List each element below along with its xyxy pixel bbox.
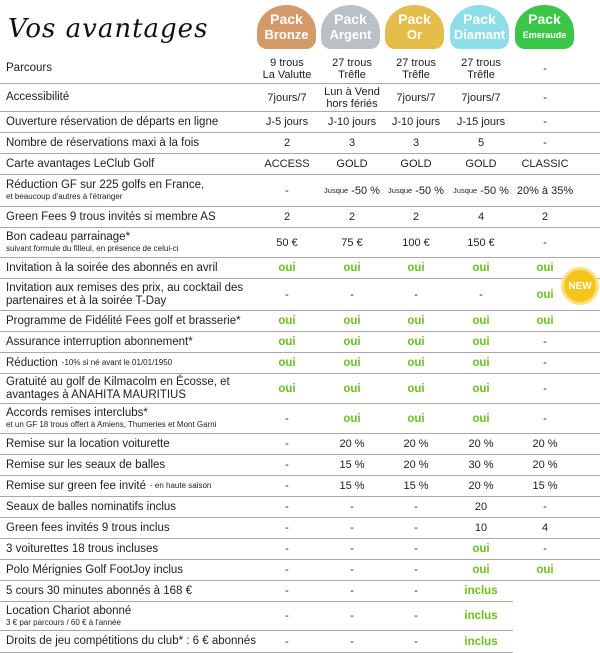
cell-emeraude: - — [543, 501, 547, 513]
cell-diamant: inclus — [464, 635, 498, 648]
cell-diamant: oui — [472, 315, 490, 327]
cell-argent: - — [350, 501, 354, 513]
pack-label: Pack — [528, 11, 561, 27]
row-label-text: Invitation aux remises des prix, au cocktail des partenaires et à la soirée T-Day — [6, 281, 244, 307]
pack-name: Diamant — [453, 27, 506, 42]
cell-argent: oui — [343, 382, 361, 395]
cell-prefix: Jusque — [453, 185, 478, 195]
cell-bronze: J-5 jours — [265, 116, 309, 128]
cell-emeraude: - — [543, 116, 547, 128]
pack-label: Pack — [334, 11, 367, 27]
row-label — [6, 631, 256, 652]
row-label-note: - en haute saison — [149, 481, 212, 490]
cell-argent: - — [350, 564, 354, 576]
table-row — [0, 539, 600, 560]
row-label-note: -10% si né avant le 01/01/1950 — [61, 358, 173, 367]
table-row — [0, 207, 600, 228]
cell-argent: 15 % — [339, 459, 365, 471]
row-label-text: Programme de Fidélité Fees golf et brasserie* — [6, 314, 241, 327]
cell-diamant: 4 — [477, 211, 485, 223]
cell-or: GOLD — [400, 158, 432, 170]
row-label — [6, 518, 256, 538]
cell-emeraude: 20 % — [532, 459, 558, 471]
cell-bronze: 2 — [283, 211, 291, 223]
row-label-text: 3 voiturettes 18 trous incluses — [6, 542, 159, 555]
row-label-text: Invitation à la soirée des abonnés en avril — [6, 261, 218, 274]
cell-diamant: oui — [472, 262, 490, 274]
row-label — [6, 332, 256, 352]
cell-diamant: 5 — [477, 137, 485, 149]
pack-label: Pack — [270, 11, 303, 27]
cell-bronze: 2 — [283, 137, 291, 149]
table-row — [0, 258, 600, 279]
cell-emeraude: oui — [536, 315, 554, 327]
cell-emeraude: 15 % — [532, 480, 558, 492]
cell-bronze: - — [285, 480, 289, 492]
row-label-text: Gratuité au golf de Kilmacolm en Écosse, et avantages à ANAHITA MAURITIUS — [6, 375, 230, 401]
cell-argent: 27 trous Trêfle — [332, 56, 372, 81]
cell-or: - — [414, 501, 418, 513]
cell-or: oui — [407, 262, 425, 274]
row-label — [6, 311, 256, 331]
cell-bronze: - — [285, 459, 289, 471]
cell-diamant: 7jours/7 — [461, 91, 501, 104]
cell-or: - — [414, 610, 418, 622]
cell-emeraude: oui — [536, 288, 554, 301]
cell-bronze: - — [285, 501, 289, 513]
cell-diamant: 20 — [474, 501, 488, 513]
row-label-note: 3 € par parcours / 60 € à l'année — [6, 617, 121, 627]
table-row — [0, 434, 600, 455]
cell-bronze: - — [285, 635, 289, 648]
cell-argent: - — [350, 635, 354, 648]
row-label — [6, 434, 256, 454]
cell-bronze: oui — [278, 382, 296, 395]
cell-argent: oui — [343, 357, 361, 369]
cell-argent: - — [350, 610, 354, 622]
table-row — [0, 404, 600, 434]
row-label — [6, 404, 256, 433]
cell-or: - — [414, 585, 418, 597]
row-label-text: Location Chariot abonné — [6, 604, 132, 617]
cell-emeraude: 20% à 35% — [516, 184, 574, 197]
cell-or: 3 — [412, 137, 420, 149]
cell-bronze: oui — [278, 315, 296, 327]
pack-name: Or — [406, 27, 423, 42]
row-label — [6, 539, 256, 559]
row-label-note: et beaucoup d'autres à l'étranger — [6, 192, 123, 201]
cell-argent: J-10 jours — [327, 116, 377, 128]
cell-emeraude: - — [543, 357, 547, 369]
cell-diamant — [450, 175, 512, 206]
cell-diamant: oui — [472, 564, 490, 576]
cell-bronze: - — [285, 543, 289, 555]
cell-or: - — [414, 543, 418, 555]
new-badge: NEW — [564, 270, 596, 302]
row-label-note: suivant formule du filleul, en présence de celui-ci — [6, 244, 179, 253]
table-row — [0, 631, 513, 653]
cell-bronze: 50 € — [276, 236, 298, 249]
cell-diamant: oui — [472, 543, 490, 555]
cell-emeraude: - — [543, 412, 547, 425]
cell-or: 20 % — [403, 438, 429, 450]
cell-prefix: Jusque — [388, 185, 413, 195]
cell-argent: Lun à Vend hors fériés — [324, 85, 380, 110]
row-label-text: Green fees invités 9 trous inclus — [6, 521, 170, 534]
table-row — [0, 311, 600, 332]
cell-emeraude: - — [543, 137, 547, 149]
cell-value: -50 % — [415, 184, 444, 197]
cell-diamant: oui — [472, 357, 490, 369]
table-row — [0, 279, 600, 311]
cell-bronze: 9 trous La Valutte — [262, 56, 312, 81]
cell-or: oui — [407, 382, 425, 395]
row-label — [6, 497, 256, 517]
cell-diamant: inclus — [464, 585, 498, 597]
table-row — [0, 497, 600, 518]
row-label — [6, 353, 256, 373]
cell-or: oui — [407, 357, 425, 369]
pack-name: Argent — [329, 27, 372, 42]
cell-emeraude: CLASSIC — [521, 158, 569, 170]
cell-bronze: - — [285, 522, 289, 534]
table-row — [0, 133, 600, 154]
cell-emeraude: - — [543, 382, 547, 395]
cell-or: 27 trous Trêfle — [396, 56, 436, 81]
row-label-text: Bon cadeau parrainage* — [6, 231, 131, 243]
row-label — [6, 175, 256, 206]
cell-diamant: inclus — [464, 610, 498, 622]
cell-argent: oui — [343, 315, 361, 327]
cell-emeraude: oui — [536, 564, 554, 576]
row-label-text: Seaux de balles nominatifs inclus — [6, 500, 177, 513]
pack-label: Pack — [463, 11, 496, 27]
cell-argent: - — [350, 522, 354, 534]
row-label-text: Réduction — [6, 356, 58, 369]
cell-or: J-10 jours — [391, 116, 441, 128]
cell-prefix: Jusque — [324, 185, 349, 195]
table-row — [0, 353, 600, 374]
table-row — [0, 581, 513, 602]
table-row — [0, 476, 600, 497]
cell-or: 7jours/7 — [396, 91, 436, 104]
cell-bronze: ACCESS — [264, 158, 310, 170]
cell-diamant: 150 € — [467, 236, 495, 249]
row-label-text: Polo Mérignies Golf FootJoy inclus — [6, 563, 184, 576]
pack-or-header — [385, 5, 444, 49]
cell-bronze: - — [285, 438, 289, 450]
row-label-text: Green Fees 9 trous invités si membre AS — [6, 210, 216, 223]
row-label — [6, 258, 256, 278]
row-label-text: Accords remises interclubs* — [6, 407, 148, 419]
cell-or: 2 — [412, 211, 420, 223]
row-label-text: Ouverture réservation de départs en ligne — [6, 115, 219, 128]
pack-emeraude-header — [515, 5, 574, 49]
cell-value: -50 % — [351, 184, 380, 197]
cell-emeraude: - — [543, 336, 547, 348]
cell-diamant: 20 % — [468, 438, 494, 450]
row-label-text: 5 cours 30 minutes abonnés à 168 € — [6, 584, 193, 597]
table-row — [0, 54, 600, 84]
cell-or: - — [414, 288, 418, 301]
pack-label: Pack — [398, 11, 431, 27]
cell-argent: - — [350, 288, 354, 301]
cell-bronze: oui — [278, 336, 296, 348]
row-label-text: Accessibilité — [6, 91, 70, 103]
cell-or: - — [414, 635, 418, 648]
page-title: Vos avantages — [8, 14, 209, 44]
table-row — [0, 84, 600, 112]
row-label-text: Remise sur la location voiturette — [6, 437, 170, 450]
cell-diamant: oui — [472, 382, 490, 395]
table-row — [0, 518, 600, 539]
row-label — [6, 84, 256, 111]
row-label — [6, 112, 256, 132]
row-label — [6, 455, 256, 475]
cell-bronze: 7jours/7 — [267, 91, 307, 104]
pack-name: Emeraude — [522, 30, 567, 40]
cell-diamant: oui — [472, 412, 490, 425]
row-label-text: Droits de jeu compétitions du club* : 6 € abonnés — [6, 635, 256, 647]
row-label-text: Remise sur green fee invité — [6, 479, 146, 492]
cell-or: - — [414, 564, 418, 576]
cell-bronze: - — [285, 585, 289, 597]
cell-emeraude: 4 — [541, 522, 549, 534]
cell-or: - — [414, 522, 418, 534]
cell-value: -50 % — [480, 184, 509, 197]
cell-bronze: - — [285, 610, 289, 622]
row-label-text: Nombre de réservations maxi à la fois — [6, 136, 200, 149]
cell-argent: oui — [343, 262, 361, 274]
cell-argent: oui — [343, 336, 361, 348]
cell-emeraude: 2 — [541, 211, 549, 223]
cell-or: oui — [407, 412, 425, 425]
row-label — [6, 228, 256, 257]
cell-diamant: 10 — [474, 522, 488, 534]
cell-bronze: - — [285, 412, 289, 425]
table-row — [0, 602, 513, 631]
cell-or: 20 % — [403, 459, 429, 471]
row-label — [6, 602, 256, 630]
cell-diamant: 30 % — [468, 459, 494, 471]
cell-diamant: - — [479, 288, 483, 301]
cell-emeraude: - — [543, 236, 547, 249]
cell-bronze: oui — [278, 357, 296, 369]
cell-argent: - — [350, 585, 354, 597]
row-label-text: Remise sur les seaux de balles — [6, 458, 166, 471]
cell-diamant: J-15 jours — [456, 116, 506, 128]
cell-or: 100 € — [402, 236, 430, 249]
pack-name: Bronze — [264, 27, 309, 42]
cell-emeraude: - — [543, 543, 547, 555]
cell-argent: 2 — [348, 211, 356, 223]
row-label-text: Assurance interruption abonnement* — [6, 335, 193, 348]
table-row — [0, 175, 600, 207]
table-row — [0, 154, 600, 175]
cell-argent: 75 € — [341, 236, 363, 249]
row-label-text: Parcours — [6, 62, 53, 74]
table-row — [0, 560, 600, 581]
cell-emeraude: 20 % — [532, 438, 558, 450]
row-label — [6, 581, 256, 601]
cell-diamant: 27 trous Trêfle — [461, 56, 501, 81]
table-row — [0, 374, 600, 404]
cell-diamant: oui — [472, 336, 490, 348]
cell-or — [385, 175, 447, 206]
cell-argent: 15 % — [339, 480, 365, 492]
cell-bronze: - — [285, 288, 289, 301]
row-label-text: Réduction GF sur 225 golfs en France, — [6, 179, 205, 191]
cell-bronze: - — [285, 564, 289, 576]
cell-argent: 3 — [348, 137, 356, 149]
cell-argent — [321, 175, 383, 206]
row-label — [6, 560, 256, 580]
row-label-text: Carte avantages LeClub Golf — [6, 157, 155, 170]
cell-or: oui — [407, 336, 425, 348]
row-label — [6, 279, 256, 310]
table-row — [0, 112, 600, 133]
row-label — [6, 54, 256, 83]
cell-emeraude: oui — [536, 262, 554, 274]
cell-bronze: oui — [278, 262, 296, 274]
cell-argent: - — [350, 543, 354, 555]
table-row — [0, 332, 600, 353]
pack-bronze-header — [257, 5, 316, 49]
table-row — [0, 455, 600, 476]
row-label — [6, 476, 256, 496]
pack-argent-header — [321, 5, 380, 49]
pack-diamant-header — [450, 5, 509, 49]
table-row — [0, 228, 600, 258]
cell-diamant: GOLD — [465, 158, 497, 170]
row-label-note: et un GF 18 trous offert à Amiens, Thumeries et Mont Garni — [6, 420, 217, 429]
cell-diamant: 20 % — [468, 480, 494, 492]
cell-or: oui — [407, 315, 425, 327]
cell-argent: GOLD — [336, 158, 368, 170]
cell-bronze: - — [285, 184, 289, 197]
cell-argent: 20 % — [339, 438, 365, 450]
row-label — [6, 207, 256, 227]
cell-or: 15 % — [403, 480, 429, 492]
cell-emeraude: - — [543, 62, 547, 75]
cell-argent: oui — [343, 412, 361, 425]
row-label — [6, 374, 256, 403]
row-label — [6, 154, 256, 174]
cell-emeraude: - — [543, 91, 547, 104]
row-label — [6, 133, 256, 153]
